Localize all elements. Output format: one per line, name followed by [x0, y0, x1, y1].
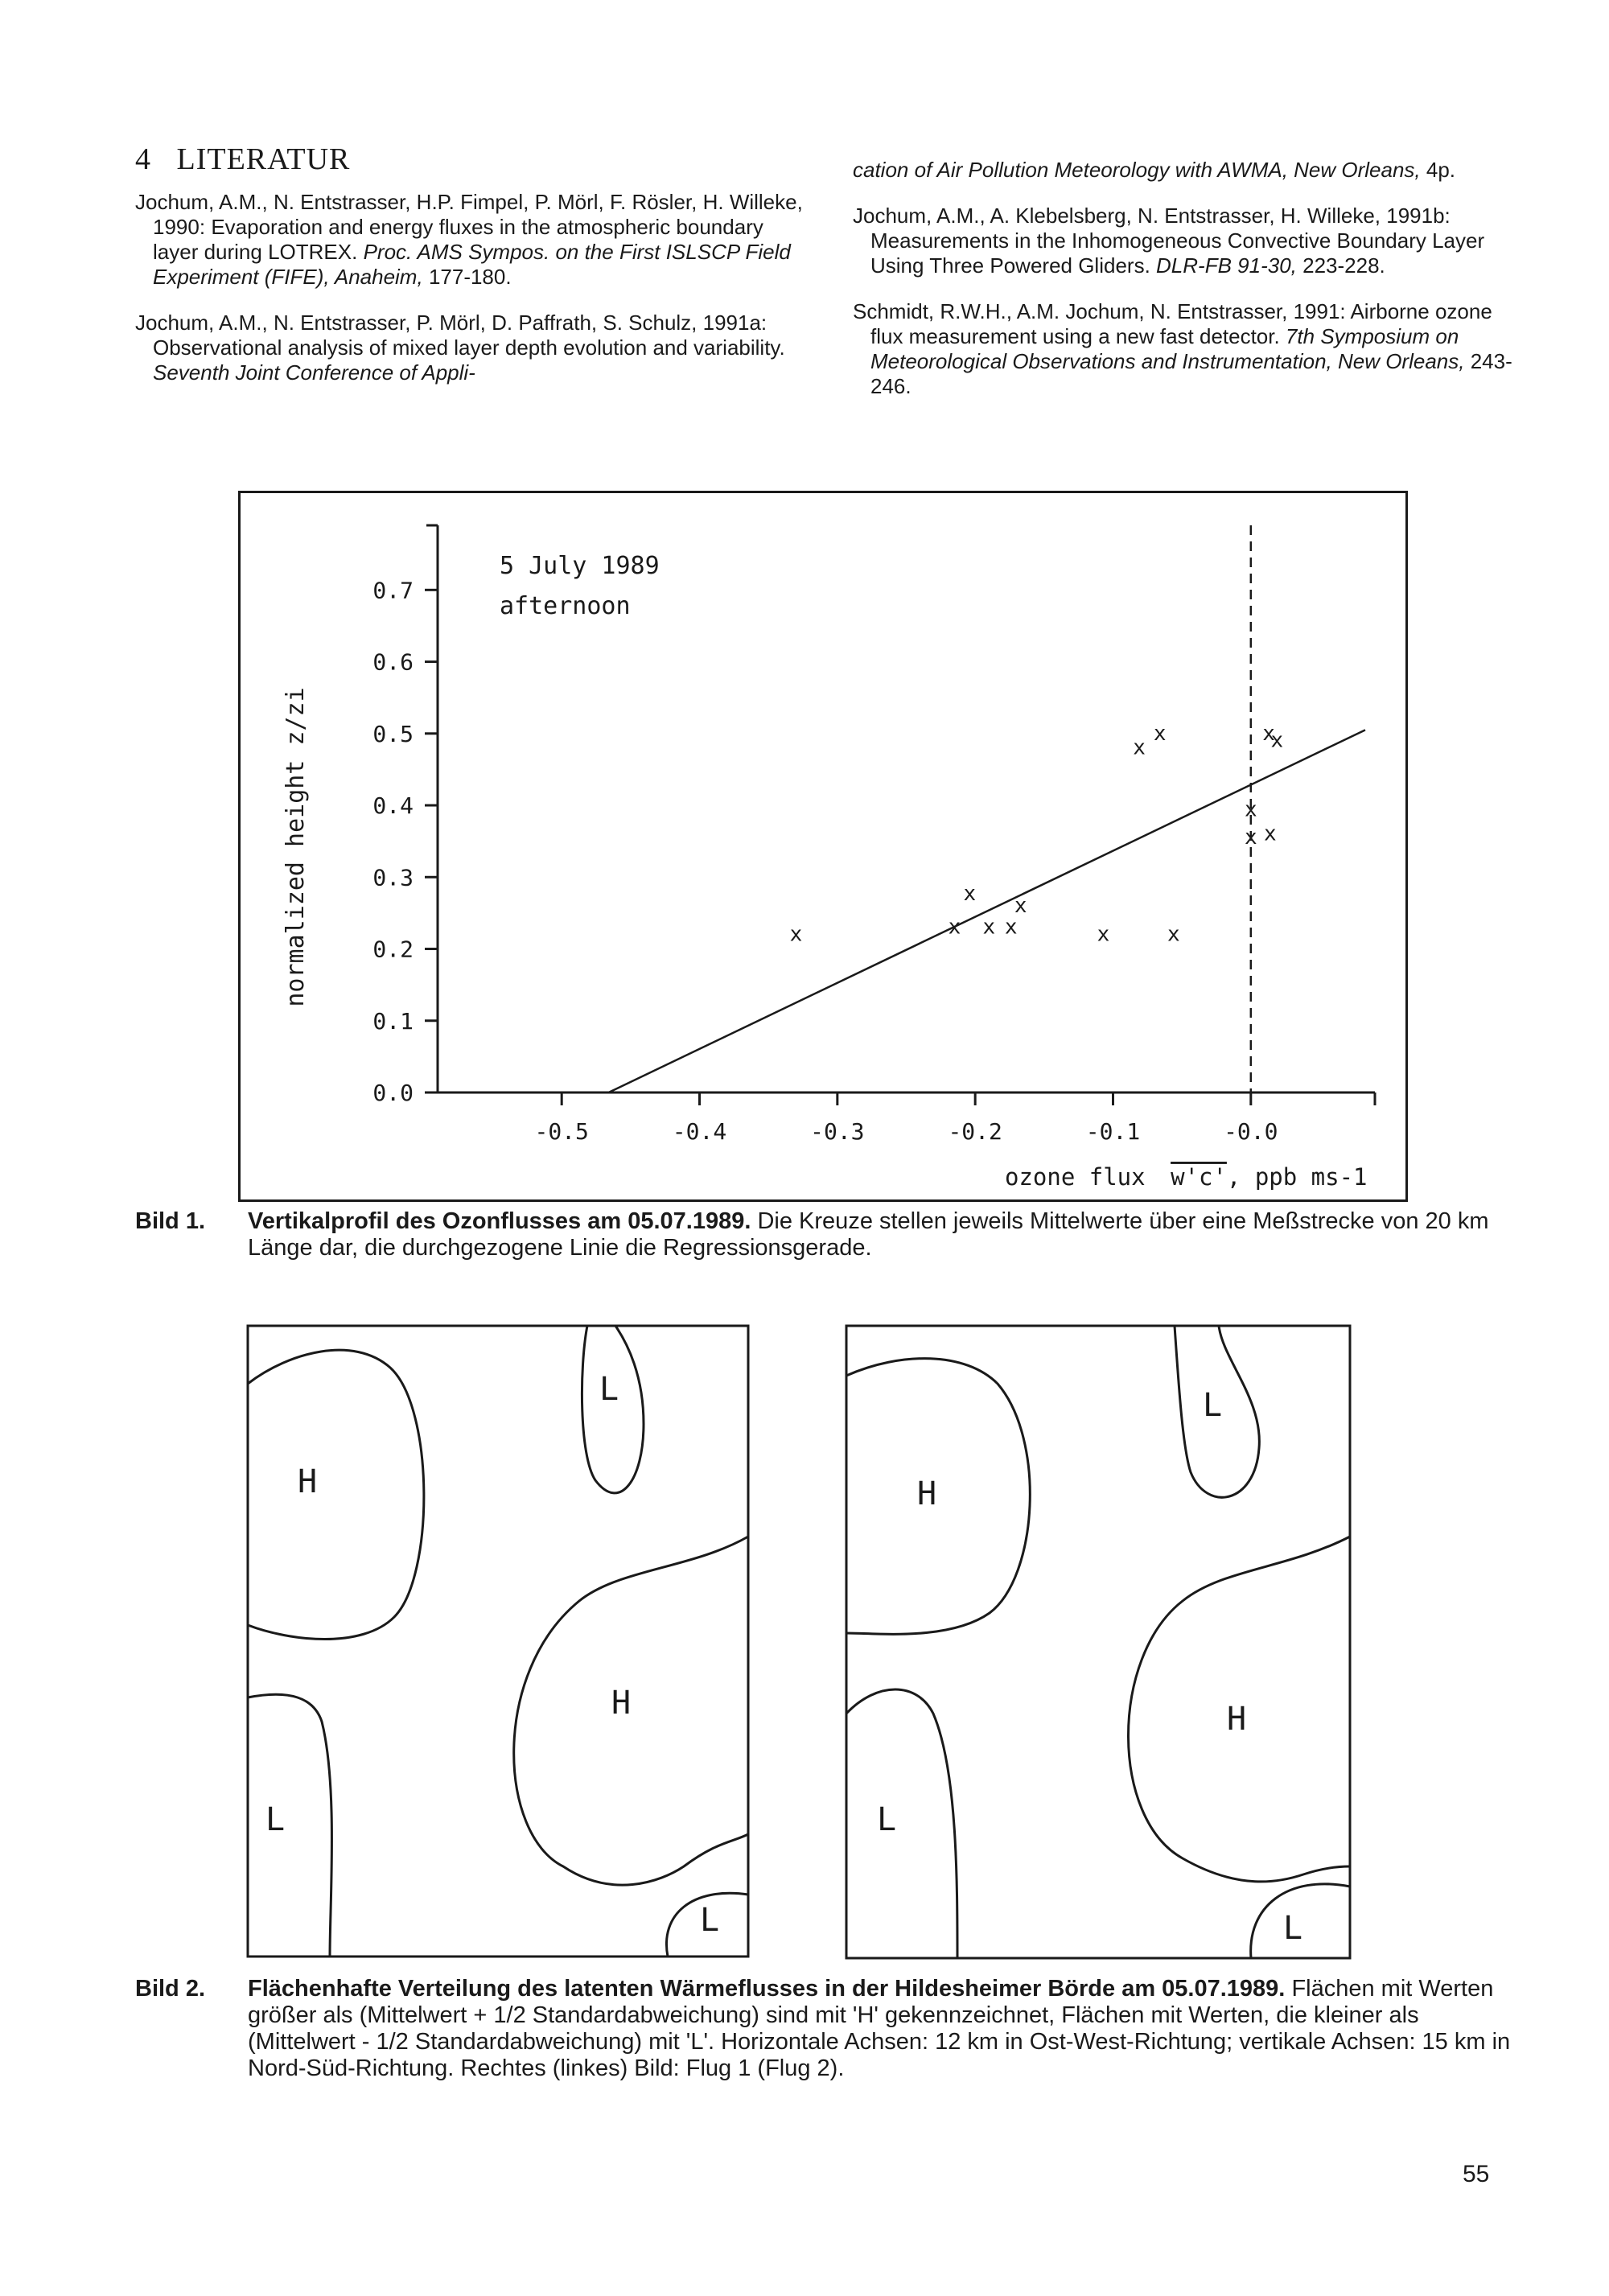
data-point: x: [789, 922, 803, 947]
page-number: 55: [1463, 2161, 1490, 2187]
y-tick-label: 0.3: [372, 864, 414, 891]
x-tick-label: -0.3: [810, 1118, 865, 1145]
figure2-caption-label: Bild 2.: [135, 1976, 206, 2002]
figure1-frame: [238, 491, 1408, 1202]
reference-entry: Jochum, A.M., N. Entstrasser, P. Mörl, D. Paffrath, S. Schulz, 1991a: Observational analysis of mixed layer depth evolution and variability. Seventh Joint Conference of Appli-: [135, 311, 785, 385]
left-map-contour-h2: [514, 1537, 748, 1885]
data-point: x: [1262, 721, 1275, 746]
left-map-frame: [248, 1326, 748, 1957]
right-map-label: L: [1283, 1910, 1303, 1947]
references-right-column: [853, 158, 1525, 420]
figure2-caption: [135, 1976, 1519, 2082]
y-tick-label: 0.6: [372, 648, 414, 676]
right-map: [846, 1326, 1350, 1958]
data-point: x: [1004, 915, 1018, 940]
x-tick-label: -0.2: [948, 1118, 1002, 1145]
section-heading: [135, 142, 350, 177]
x-axis-label: ozone flux w'c', ppb ms-1: [1005, 1163, 1368, 1191]
section-number: 4: [135, 142, 151, 176]
y-tick-label: 0.0: [372, 1080, 414, 1106]
chart-annotation-date: 5 July 1989: [500, 552, 660, 580]
right-map-frame: [846, 1326, 1350, 1958]
left-map: [248, 1326, 748, 1957]
data-point: x: [1244, 797, 1257, 822]
y-tick-label: 0.2: [372, 936, 414, 963]
y-tick-label: 0.5: [372, 720, 414, 747]
y-tick-label: 0.4: [372, 792, 414, 820]
figure2-caption-text: Flächen mit Werten größer als (Mittelwert + 1/2 Standardabweichung) sind mit 'H' gekennzeichnet, Flächen mit Werten, die kleiner als (Mittelwert - 1/2 Standardabweichung) mit 'L'. Horizontale Achsen: 12 km in Ost-West-Richtung; vertikale Achsen: 15 km in Nord-Süd-Richtung. Rechtes (linkes) Bild: Flug 1 (Flug 2).: [248, 1976, 1511, 2081]
section-title: LITERATUR: [176, 142, 351, 176]
left-map-contour-l2: [248, 1694, 332, 1957]
figure1-caption-title: Vertikalprofil des Ozonflusses am 05.07.1989.: [248, 1208, 751, 1234]
data-point: x: [1263, 821, 1277, 846]
right-map-label: H: [1227, 1701, 1247, 1738]
left-map-label: L: [700, 1902, 720, 1939]
left-map-label: H: [611, 1685, 632, 1722]
figure2-caption-title: Flächenhafte Verteilung des latenten Wärmeflusses in der Hildesheimer Börde am 05.07.1989.: [248, 1976, 1286, 2002]
y-axis-label: normalized height z/zi: [282, 687, 310, 1007]
figure1-caption-text: Die Kreuze stellen jeweils Mittelwerte über eine Meßstrecke von 20 km Länge dar, die durchgezogene Linie die Regressionsgerade.: [248, 1208, 1489, 1261]
reference-entry: Jochum, A.M., A. Klebelsberg, N. Entstrasser, H. Willeke, 1991b: Measurements in the Inhomogeneous Convective Boundary Layer Using Three Powered Gliders. DLR-FB 91-30, 223-228.: [853, 204, 1485, 278]
data-point: x: [982, 915, 996, 940]
y-tick-label: 0.1: [372, 1007, 414, 1035]
left-map-contour-l1: [582, 1326, 644, 1493]
ozone-flux-chart: [241, 493, 1405, 1199]
figure2-maps: [241, 1319, 1360, 1968]
left-map-label: L: [265, 1801, 286, 1838]
left-map-label: H: [298, 1463, 318, 1500]
right-map-label: H: [917, 1475, 937, 1512]
right-map-contour-h1: [846, 1359, 1030, 1635]
x-tick-label: -0.5: [534, 1118, 589, 1145]
references-left-column: [135, 190, 813, 406]
data-point: x: [1014, 893, 1027, 918]
x-tick-label: -0.1: [1085, 1118, 1141, 1145]
figure1-caption: [135, 1208, 1519, 1261]
reference-entry: Jochum, A.M., N. Entstrasser, H.P. Fimpel, P. Mörl, F. Rösler, H. Willeke, 1990: Evaporation and energy fluxes in the atmospheric boundary layer during LOTREX. Proc. AMS Sympos. on the First ISLSCP Field Experiment (FIFE), Anaheim, 177-180.: [135, 190, 803, 289]
data-point: x: [1167, 922, 1180, 947]
data-point: x: [1270, 728, 1284, 753]
data-point: x: [948, 915, 961, 940]
reference-entry: Schmidt, R.W.H., A.M. Jochum, N. Entstrasser, 1991: Airborne ozone flux measurement using a new fast detector. 7th Symposium on Meteorological Observations and Instrumentation, New Orleans, 243-246.: [853, 299, 1512, 398]
chart-annotation-time: afternoon: [500, 592, 631, 620]
left-map-contour-h1: [248, 1350, 424, 1639]
x-tick-label: -0.4: [672, 1118, 727, 1145]
data-point: x: [963, 881, 977, 906]
data-point: x: [1153, 721, 1167, 746]
right-map-label: L: [877, 1801, 897, 1838]
regression-line: [608, 730, 1365, 1092]
right-map-contour-l2: [846, 1689, 957, 1958]
data-point: x: [1097, 922, 1110, 947]
data-point: x: [1133, 735, 1146, 760]
x-tick-label: -0.0: [1224, 1118, 1278, 1145]
right-map-label: L: [1203, 1387, 1223, 1424]
reference-entry: cation of Air Pollution Meteorology with AWMA, New Orleans, 4p.: [853, 158, 1456, 182]
figure1-caption-label: Bild 1.: [135, 1208, 206, 1234]
left-map-label: L: [599, 1371, 619, 1408]
data-point: x: [1244, 825, 1257, 850]
y-tick-label: 0.7: [372, 577, 414, 604]
